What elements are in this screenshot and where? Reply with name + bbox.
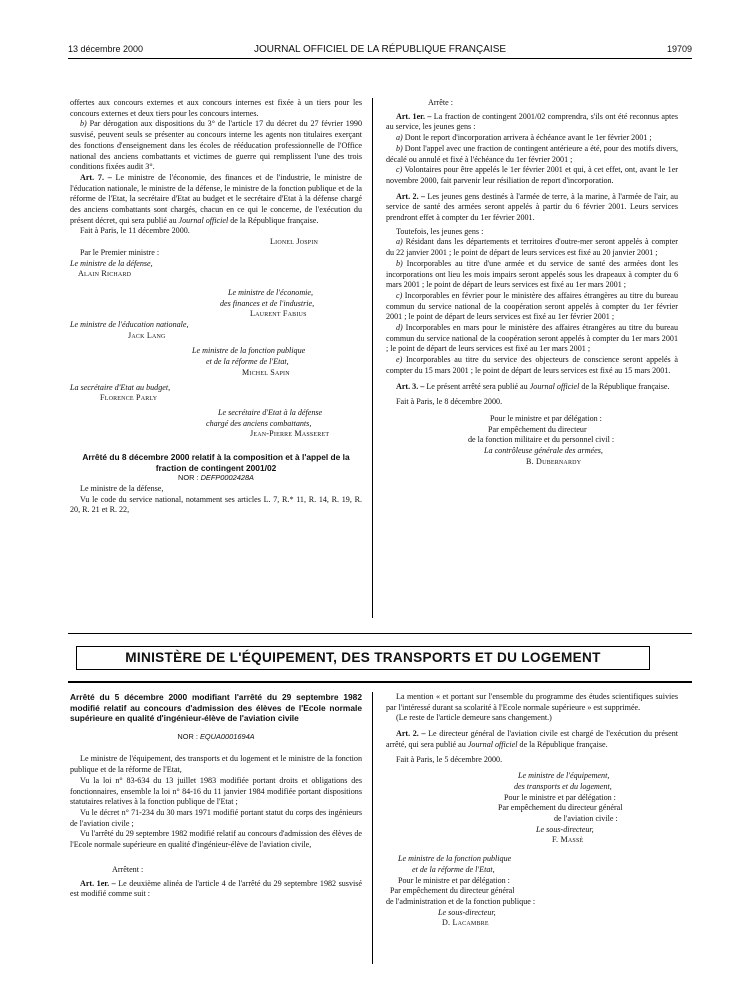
article-label: Art. 2. –	[396, 191, 426, 201]
signatory-title: Le secrétaire d'Etat à la défense	[218, 407, 323, 417]
article-label: Art. 2. –	[396, 729, 426, 739]
signatory-title: chargé des anciens combattants,	[206, 418, 312, 428]
item-letter: b)	[396, 143, 403, 153]
signatory-title: des transports et du logement,	[514, 781, 612, 791]
header-title: JOURNAL OFFICIEL DE LA RÉPUBLIQUE FRANÇAISE	[253, 44, 507, 55]
column-divider	[372, 98, 373, 618]
delegation-line: Pour le ministre et par délégation :	[504, 792, 616, 802]
item-text: Dont l'appel avec une fraction de contingent antérieure a été, pour des motifs divers, décalé ou annulé et fixé à l'échéance du 1er février 2001 ;	[386, 143, 678, 164]
bottom-right-column	[386, 692, 678, 929]
signatory-title: La contrôleuse générale des armées,	[484, 446, 603, 456]
signatory-title: Le ministre de la défense,	[70, 258, 153, 268]
article-text: Le deuxième alinéa de l'article 4 de l'arrêté du 29 septembre 1982 susvisé est modifié comme suit :	[70, 878, 362, 899]
delegation-line: de l'aviation civile :	[554, 814, 618, 824]
paragraph: offertes aux concours externes et aux concours internes est fixée à un tiers pour les concours externes et deux tiers pour les concours internes.	[70, 98, 362, 118]
signatory-name: Jean-Pierre Masseret	[250, 429, 330, 439]
signatory-title: Le ministre de l'équipement,	[518, 771, 610, 781]
signatory-name: F. Massé	[552, 835, 584, 845]
paragraph: Le ministre de la défense,	[80, 483, 164, 493]
delegation-line: de l'administration et de la fonction publique :	[386, 896, 536, 906]
signatory-title: Le ministre de l'économie,	[228, 287, 314, 297]
arrete-label: Arrête :	[428, 98, 453, 107]
item-text: Résidant dans les départements et territoires d'outre-mer seront appelés à compter du 22 janvier 2001 ; le point de départ de leurs services est fixé au 20 janvier 2001 ;	[386, 237, 678, 258]
ministry-banner: MINISTÈRE DE L'ÉQUIPEMENT, DES TRANSPORTS ET DU LOGEMENT	[76, 646, 650, 670]
article-text: de la République française.	[579, 381, 670, 391]
article-label: Art. 1er. –	[80, 878, 116, 888]
article-text: de la République française.	[517, 739, 608, 749]
signatory-title: Le ministre de la fonction publique	[398, 854, 512, 864]
signatory-name: Florence Parly	[100, 393, 158, 403]
list-item	[386, 259, 678, 291]
paragraph: Vu la loi n° 83-634 du 13 juillet 1983 modifiée portant droits et obligations des fonctionnaires, ensemble la loi n° 84-16 du 11 janvier 1984 modifiée portant dispositions statutaires relatives à la fonction publique de l'Etat ;	[70, 775, 362, 807]
nor-code: EQUA0001694A	[199, 731, 255, 741]
item-text: Incorporables en mars pour le ministère des affaires étrangères au titre du bureau commun du service national de la coopération seront appelés à compter du 1er mars 2001 ; le point de départ de leurs services est fixé au 1er mars 2001 ;	[386, 323, 678, 354]
item-letter: e)	[396, 355, 403, 365]
fait-a-paris: Fait à Paris, le 11 décembre 2000.	[80, 226, 190, 236]
paragraph: Le ministre de l'équipement, des transports et du logement et le ministre de la fonction publique et de la réforme de l'Etat,	[70, 754, 362, 775]
delegation-line: Pour le ministre et par délégation :	[398, 875, 510, 885]
signatory-title: Le sous-directeur,	[438, 907, 496, 917]
list-item	[386, 165, 678, 186]
article-7	[70, 173, 362, 227]
item-text: Dont le report d'incorporation arrivera à échéance avant le 1er février 2001 ;	[402, 133, 652, 143]
item-letter: c)	[396, 165, 403, 175]
top-right-column	[386, 98, 678, 468]
par-premier-ministre: Par le Premier ministre :	[80, 247, 160, 257]
signatory-title: Le ministre de l'éducation nationale,	[70, 320, 189, 330]
item-letter: d)	[396, 323, 403, 333]
article-text: Le présent arrêté sera publié au	[424, 381, 530, 391]
article-1	[70, 879, 362, 900]
signatory-name: D. Lacambre	[442, 918, 489, 928]
item-letter: a)	[396, 133, 403, 143]
signatory-name: Michel Sapin	[242, 367, 290, 377]
pm-signature: Lionel Jospin	[270, 237, 319, 247]
item-letter: b)	[80, 119, 87, 129]
journal-officiel-ref: Journal officiel	[178, 215, 229, 225]
nor-label: NOR :	[177, 473, 201, 483]
header-rule	[68, 58, 692, 59]
item-letter: c)	[396, 290, 403, 300]
nor-reference	[70, 732, 362, 743]
list-item	[386, 291, 678, 323]
paragraph: Vu le décret n° 71-234 du 30 mars 1971 modifié portant statut du corps des ingénieurs de l'aviation civile ;	[70, 808, 362, 828]
article-text: Le directeur général de l'aviation civile est chargé de l'exécution du présent arrêté, qui sera publié au	[386, 729, 678, 749]
paragraph: Vu le code du service national, notamment ses articles L. 7, R.* 11, R. 14, R. 19, R. 20, R. 21 et R. 22,	[70, 494, 362, 515]
list-item	[386, 133, 678, 144]
fait-a-paris: Fait à Paris, le 5 décembre 2000.	[396, 754, 503, 764]
article-label: Art. 3. –	[396, 381, 425, 391]
header-date: 13 décembre 2000	[68, 44, 144, 54]
list-item	[386, 355, 678, 376]
signatory-name: Jack Lang	[128, 330, 166, 340]
item-letter: a)	[396, 237, 403, 247]
delegation-line: de la fonction militaire et du personnel civil :	[468, 435, 615, 445]
article-2	[386, 729, 678, 750]
article-label: Art. 7. –	[80, 172, 112, 182]
nor-code: DEFP0002428A	[200, 473, 254, 483]
column-divider	[372, 692, 373, 964]
signatory-title: et de la réforme de l'Etat,	[206, 357, 289, 367]
signatory-name: Alain Richard	[78, 269, 132, 279]
page-header	[68, 44, 692, 58]
article-text: La fraction de contingent 2001/02 comprendra, s'ils ont été reconnus aptes au service, les jeunes gens :	[386, 111, 678, 132]
page-number: 19709	[666, 44, 692, 54]
paragraph: Toutefois, les jeunes gens :	[396, 226, 484, 236]
article-1	[386, 112, 678, 133]
article-text: de la République française.	[228, 215, 319, 225]
item-text: Incorporables au titre du service des objecteurs de conscience seront appelés à compter du 15 mars 2001 ; le point de départ de leurs services est fixé au 15 mars 2001.	[386, 355, 678, 375]
item-letter: b)	[396, 258, 403, 268]
item-text: Incorporables au titre d'une armée et du service de santé des armées dont les incorporations ont lieu les mois impairs seront appelés sous les drapeaux à compter du 6 mars 2001 ; le point de départ de leurs services est fixé au 1er mars 2001 ;	[386, 258, 678, 290]
journal-officiel-ref: Journal officiel	[529, 381, 580, 391]
nor-label: NOR :	[177, 731, 200, 741]
top-left-column	[70, 98, 362, 516]
journal-officiel-ref: Journal officiel	[467, 739, 518, 749]
article-label: Art. 1er. –	[396, 111, 432, 121]
article-3	[386, 382, 678, 393]
arrete-title: Arrêté du 5 décembre 2000 modifiant l'arrêté du 29 septembre 1982 modifié relatif au concours d'admission des élèves de l'Ecole normale supérieure en qualité d'ingénieur-élève de l'aviation civile	[70, 692, 362, 724]
paragraph	[70, 119, 362, 173]
nor-reference	[70, 473, 362, 484]
list-item	[386, 323, 678, 355]
signatory-title: La secrétaire d'Etat au budget,	[70, 382, 171, 392]
item-text: Incorporables en février pour le ministère des affaires étrangères au titre du bureau commun du service national de la coopération seront appelés à compter du 1er février 2001 ; le point de départ de leurs services est fixé au 1er février 2001 ;	[386, 290, 678, 322]
fait-a-paris: Fait à Paris, le 8 décembre 2000.	[396, 397, 503, 407]
delegation-line: Pour le ministre et par délégation :	[490, 413, 602, 423]
signatory-name: B. Dubernardy	[526, 456, 582, 466]
paragraph: (Le reste de l'article demeure sans changement.)	[396, 713, 552, 723]
list-item	[386, 237, 678, 258]
signatory-title: des finances et de l'industrie,	[220, 298, 315, 308]
section-rule	[68, 633, 692, 634]
item-text: Volontaires pour être appelés le 1er février 2001 et qui, à cet effet, ont, avant le 1er novembre 2000, fait parvenir leur résiliation de report d'incorporation.	[386, 165, 678, 185]
delegation-line: Par empêchement du directeur général	[390, 886, 515, 896]
signatory-title: Le sous-directeur,	[536, 824, 594, 834]
delegation-line: Par empêchement du directeur général	[498, 803, 623, 813]
bottom-left-column	[70, 692, 362, 900]
article-text: Le ministre de l'économie, des finances et de l'industrie, le ministre de l'éducation nationale, le ministre de la défense, le ministre de la fonction publique et de la réforme de l'Etat, la secrétaire d'Etat au budget et le secrétaire d'Etat à la défense chargé des anciens combattants sont chargés, chacun en ce qui le concerne, de l'exécution du présent décret, qui sera publié au	[70, 172, 362, 225]
signatory-title: Le ministre de la fonction publique	[192, 346, 306, 356]
delegation-line: Par empêchement du directeur	[488, 424, 587, 434]
signatory-title: et de la réforme de l'Etat,	[412, 864, 495, 874]
article-text: Les jeunes gens destinés à l'armée de terre, à la marine, à l'armée de l'air, au service de santé des armées seront appelés à partir du 6 février 2001. Leurs services prendront effet à compter du 1er février 2001.	[386, 191, 678, 223]
paragraph: La mention « et portant sur l'ensemble du programme des études scientifiques suivies par l'intéressé durant sa scolarité à l'Ecole normale supérieure » est supprimée.	[386, 692, 678, 712]
arretent-label: Arrêtent :	[112, 864, 144, 874]
signatory-name: Laurent Fabius	[250, 309, 307, 319]
article-2	[386, 192, 678, 224]
list-item	[386, 144, 678, 165]
paragraph: Vu l'arrêté du 29 septembre 1982 modifié relatif au concours d'admission des élèves de l'Ecole normale supérieure en qualité d'ingénieur-élève de l'aviation civile,	[70, 829, 362, 850]
section-rule	[68, 681, 692, 683]
arrete-title: Arrêté du 8 décembre 2000 relatif à la composition et à l'appel de la fraction de contingent 2001/02	[82, 452, 350, 473]
paragraph-text: Par dérogation aux dispositions du 3° de l'article 17 du décret du 27 février 1990 susvisé, peuvent seuls se présenter au concours interne les agents non titulaires exerçant des fonctions d'enseignement dans les écoles de rééducation professionnelle de l'Office national des anciens combattants et victimes de guerre qui remplissent l'une des trois conditions fixées audit 3°.	[70, 119, 362, 172]
